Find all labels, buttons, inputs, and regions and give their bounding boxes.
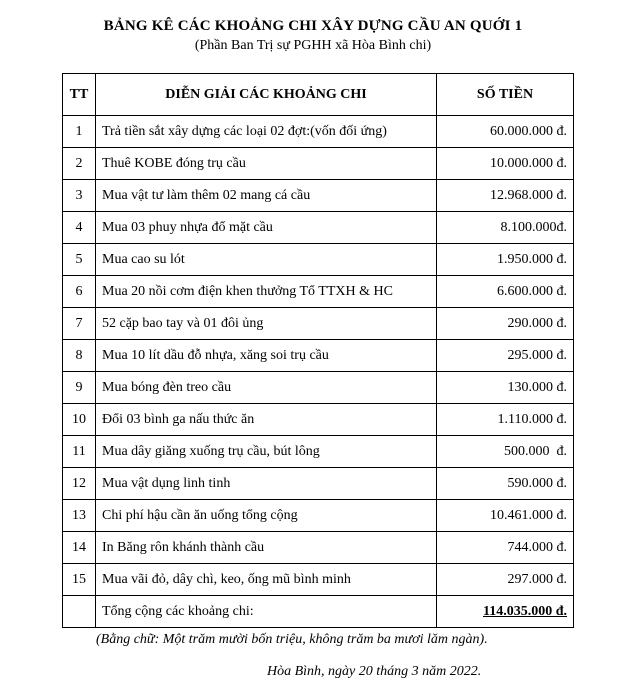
row-description: Mua dây giăng xuống trụ cầu, bút lông [96,436,437,468]
amount-in-words: (Bằng chữ: Một trăm mười bốn triệu, không trăm ba mươi lăm ngàn). [96,632,488,647]
table-row [63,372,574,404]
document-subtitle: (Phần Ban Trị sự PGHH xã Hòa Bình chi) [194,38,432,53]
table-row [63,340,574,372]
row-description: Đổi 03 bình ga nấu thức ăn [96,404,437,436]
row-amount: 10.461.000 đ. [437,500,574,532]
row-number: 5 [63,244,96,276]
row-amount: 744.000 đ. [437,532,574,564]
row-number: 4 [63,212,96,244]
table-row [63,564,574,596]
table-row [63,468,574,500]
document-title: BẢNG KÊ CÁC KHOẢNG CHI XÂY DỰNG CẦU AN QUỚI 1 [103,18,523,34]
row-description: Trả tiền sắt xây dựng các loại 02 đợt:(vốn đối ứng) [96,116,437,148]
row-amount: 500.000 đ. [437,436,574,468]
row-amount: 130.000 đ. [437,372,574,404]
row-number: 13 [63,500,96,532]
header-amount: SỐ TIỀN [437,74,574,116]
table-row [63,308,574,340]
row-number: 3 [63,180,96,212]
row-amount: 10.000.000 đ. [437,148,574,180]
row-number: 1 [63,116,96,148]
table-row [63,500,574,532]
table-row [63,532,574,564]
row-description: Mua 10 lít dầu đỗ nhựa, xăng soi trụ cầu [96,340,437,372]
table-row [63,276,574,308]
table-row [63,244,574,276]
total-amount: 114.035.000 đ. [437,596,574,628]
table-row [63,404,574,436]
header-description: DIỄN GIẢI CÁC KHOẢNG CHI [96,74,437,116]
row-number: 11 [63,436,96,468]
table-row [63,436,574,468]
table-row [63,212,574,244]
row-amount: 1.950.000 đ. [437,244,574,276]
row-amount: 295.000 đ. [437,340,574,372]
row-description: Mua 03 phuy nhựa đổ mặt cầu [96,212,437,244]
row-description: Thuê KOBE đóng trụ cầu [96,148,437,180]
row-description: Mua bóng đèn treo cầu [96,372,437,404]
row-description: Mua vãi đỏ, dây chì, keo, ống mũ bình minh [96,564,437,596]
row-description: 52 cặp bao tay và 01 đôi ủng [96,308,437,340]
total-label: Tổng cộng các khoảng chi: [96,596,437,628]
row-description: Mua cao su lót [96,244,437,276]
total-row [63,596,574,628]
place-date-line: Hòa Bình, ngày 20 tháng 3 năm 2022. [267,664,482,679]
table-body [63,116,574,596]
table-row [63,116,574,148]
header-tt: TT [63,74,96,116]
row-amount: 1.110.000 đ. [437,404,574,436]
total-tt-cell [63,596,96,628]
expense-table [62,73,574,628]
row-description: Mua vật tư làm thêm 02 mang cá cầu [96,180,437,212]
row-amount: 6.600.000 đ. [437,276,574,308]
row-number: 2 [63,148,96,180]
row-number: 6 [63,276,96,308]
row-amount: 8.100.000đ. [437,212,574,244]
row-number: 12 [63,468,96,500]
table-header-row [63,74,574,116]
row-number: 14 [63,532,96,564]
row-description: In Băng rôn khánh thành cầu [96,532,437,564]
row-amount: 60.000.000 đ. [437,116,574,148]
row-number: 8 [63,340,96,372]
row-amount: 590.000 đ. [437,468,574,500]
table-row [63,180,574,212]
row-amount: 12.968.000 đ. [437,180,574,212]
row-number: 10 [63,404,96,436]
row-description: Mua 20 nồi cơm điện khen thưởng Tổ TTXH & HC [96,276,437,308]
row-amount: 290.000 đ. [437,308,574,340]
row-number: 7 [63,308,96,340]
row-number: 15 [63,564,96,596]
row-description: Chi phí hậu cần ăn uống tổng cộng [96,500,437,532]
row-description: Mua vật dụng linh tinh [96,468,437,500]
row-number: 9 [63,372,96,404]
row-amount: 297.000 đ. [437,564,574,596]
table-row [63,148,574,180]
